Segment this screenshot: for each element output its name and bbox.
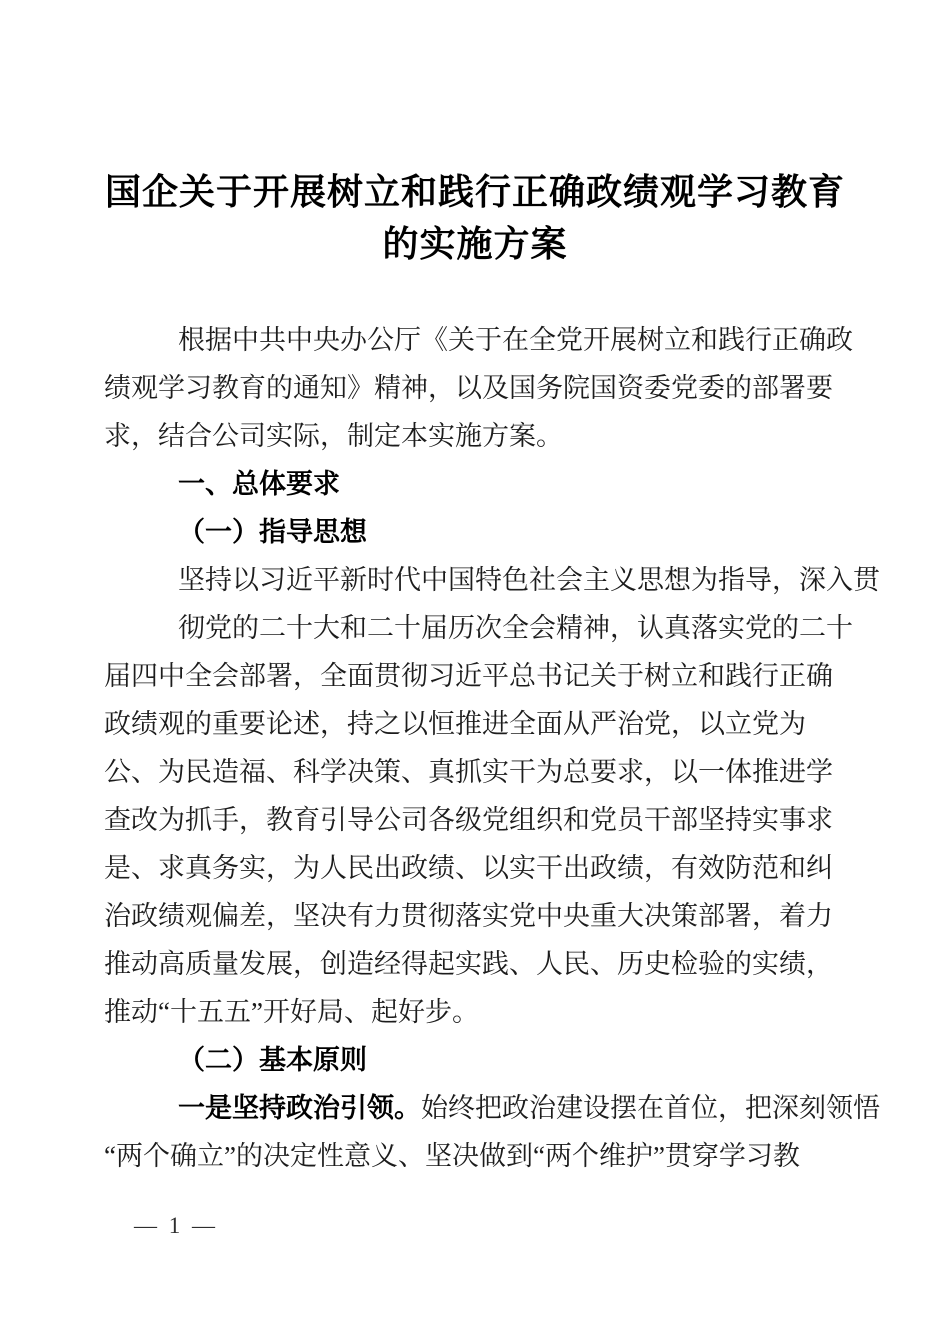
paragraph-lead-emphasis: 一是坚持政治引领。 [178, 1093, 421, 1123]
document-title [100, 166, 850, 270]
paragraph-line: 绩观学习教育的通知》精神，以及国务院国资委党委的部署要 [104, 373, 833, 403]
paragraph-line: 治政绩观偏差，坚决有力贯彻落实党中央重大决策部署，着力 [104, 901, 833, 931]
section-heading-level1: 一、总体要求 [178, 469, 340, 499]
paragraph-line: 坚持以习近平新时代中国特色社会主义思想为指导，深入贯 [178, 565, 880, 595]
section-heading-level2: （一）指导思想 [178, 517, 367, 547]
paragraph-line: 政绩观的重要论述，持之以恒推进全面从严治党，以立党为 [104, 709, 806, 739]
paragraph-line: “两个确立”的决定性意义、坚决做到“两个维护”贯穿学习教 [104, 1141, 800, 1171]
paragraph-line: 是、求真务实，为人民出政绩、以实干出政绩，有效防范和纠 [104, 853, 833, 883]
paragraph-line [104, 1084, 880, 1132]
document-body [104, 316, 880, 1180]
paragraph-line: 推动高质量发展，创造经得起实践、人民、历史检验的实绩， [104, 949, 833, 979]
paragraph-line: 届四中全会部署，全面贯彻习近平总书记关于树立和践行正确 [104, 661, 833, 691]
paragraph-line: 求，结合公司实际，制定本实施方案。 [104, 421, 563, 451]
paragraph-line: 公、为民造福、科学决策、真抓实干为总要求，以一体推进学 [104, 757, 833, 787]
document-title-line-2: 的实施方案 [382, 224, 568, 264]
paragraph-line: 彻党的二十大和二十届历次全会精神，认真落实党的二十 [178, 613, 853, 643]
paragraph-line-text: 始终把政治建设摆在首位，把深刻领悟 [421, 1093, 880, 1123]
paragraph-line: 推动“十五五”开好局、起好步。 [104, 997, 479, 1027]
paragraph-line: 根据中共中央办公厅《关于在全党开展树立和践行正确政 [178, 325, 853, 355]
page-number: — 1 — [134, 1213, 218, 1238]
paragraph-line: 查改为抓手，教育引导公司各级党组织和党员干部坚持实事求 [104, 805, 833, 835]
document-title-line-1: 国企关于开展树立和践行正确政绩观学习教育 [104, 172, 845, 212]
section-heading-level2: （二）基本原则 [178, 1045, 367, 1075]
